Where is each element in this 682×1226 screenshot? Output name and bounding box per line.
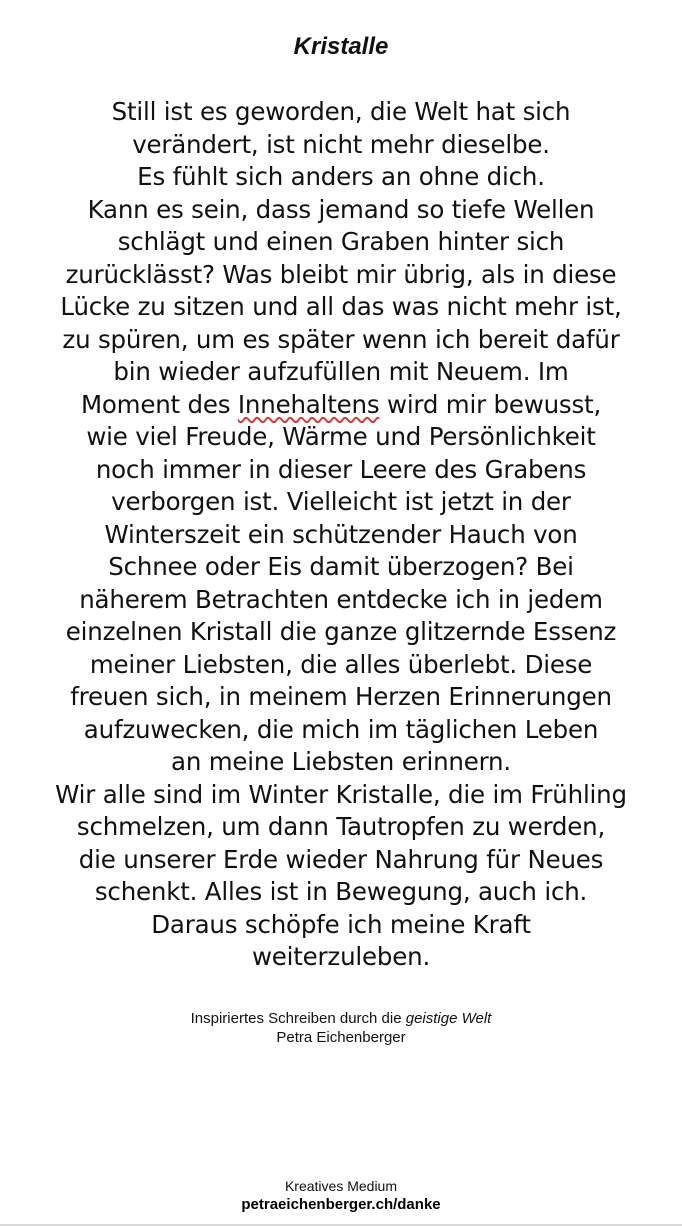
poem-line: meiner Liebsten, die alles überlebt. Diese xyxy=(89,649,593,679)
poem-line: Es fühlt sich anders an ohne dich. xyxy=(137,162,545,191)
poem-line: schenkt. Alles ist in Bewegung, auch ich. xyxy=(94,877,588,906)
poem-line: Schnee oder Eis damit überzogen? Bei xyxy=(108,552,574,581)
credit-prefix: Inspiriertes Schreiben durch die xyxy=(190,1010,406,1027)
poem-line: bin wieder aufzufüllen mit Neuem. Im xyxy=(113,357,569,386)
poem-line: Still ist es geworden, die Welt hat sich xyxy=(111,97,571,126)
poem-line: die unserer Erde wieder Nahrung für Neues xyxy=(78,844,604,874)
poem-line: weiterzuleben. xyxy=(251,942,431,971)
poem-line: Daraus schöpfe ich meine Kraft xyxy=(151,909,531,939)
poem-line-part: Moment des xyxy=(80,389,238,419)
poem-line: einzelnen Kristall die ganze glitzernde Essenz xyxy=(65,617,617,646)
poem-line: aufzuwecken, die mich im täglichen Leben xyxy=(83,714,599,744)
poem-line: schmelzen, um dann Tautropfen zu werden, xyxy=(76,812,606,841)
poem-line: Wir alle sind im Winter Kristalle, die im Frühling xyxy=(55,779,627,809)
poem-line: zu spüren, um es später wenn ich bereit dafür xyxy=(62,324,620,354)
poem-line: noch immer in dieser Leere des Grabens xyxy=(95,454,587,484)
credit-line xyxy=(0,1009,682,1028)
poem-line: an meine Liebsten erinnern. xyxy=(171,747,511,776)
poem-body xyxy=(0,96,682,974)
footer-label: Kreatives Medium xyxy=(284,1178,398,1194)
credit-block xyxy=(0,1009,682,1047)
poem-line: verborgen ist. Vielleicht ist jetzt in der xyxy=(111,487,571,516)
spellcheck-flagged-word[interactable]: Innehaltens xyxy=(237,389,380,419)
credit-emphasis: geistige Welt xyxy=(405,1010,492,1027)
poem-line: näherem Betrachten entdecke ich in jedem xyxy=(79,584,603,614)
poem-line: Kann es sein, dass jemand so tiefe Wellen xyxy=(87,194,595,224)
poem-line: Lücke zu sitzen und all das was nicht mehr ist, xyxy=(60,292,622,321)
poem-line: freuen sich, in meinem Herzen Erinnerungen xyxy=(70,682,612,711)
poem-title: Kristalle xyxy=(293,33,389,60)
website-link[interactable]: petraeichenberger.ch/danke xyxy=(241,1196,441,1213)
poem-line: Winterszeit ein schützender Hauch von xyxy=(104,519,578,549)
poem-line xyxy=(0,389,682,422)
author-name: Petra Eichenberger xyxy=(276,1029,406,1046)
poem-line: verändert, ist nicht mehr dieselbe. xyxy=(132,129,550,159)
poem-line: schlägt und einen Graben hinter sich xyxy=(117,227,565,256)
footer xyxy=(0,1177,682,1214)
poem-line-part: wird mir bewusst, xyxy=(379,389,602,419)
poem-line: wie viel Freude, Wärme und Persönlichkeit xyxy=(86,422,596,451)
poem-line: zurücklässt? Was bleibt mir übrig, als in diese xyxy=(65,259,617,289)
